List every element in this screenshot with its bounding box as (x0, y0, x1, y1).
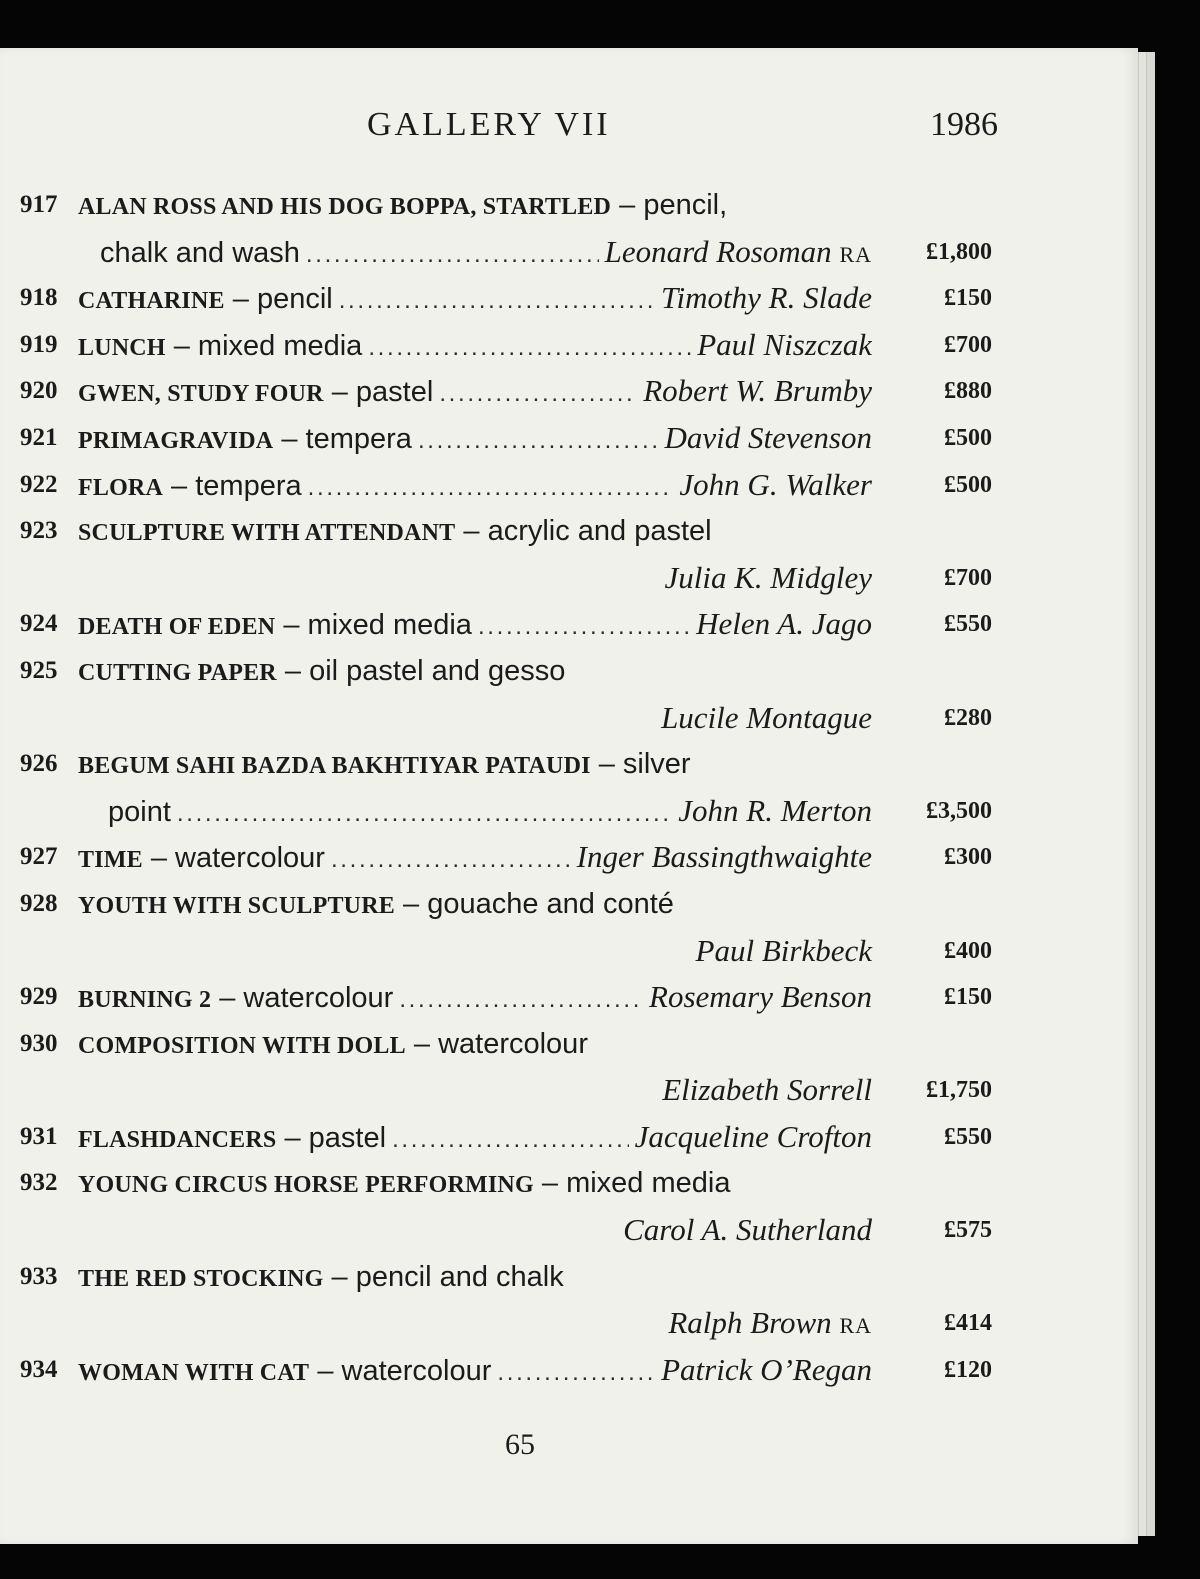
artist-name (635, 1114, 872, 1160)
catalogue-line (0, 974, 1000, 1021)
entry-number: 933 (20, 1262, 58, 1290)
artist-name-text: Carol A. Sutherland (623, 1212, 872, 1248)
catalogue-line (0, 1160, 1000, 1207)
artist-name-text: Patrick O’Regan (661, 1351, 872, 1387)
entry-number: 926 (20, 750, 58, 778)
catalogue-line (0, 881, 1000, 928)
ra-suffix: RA (839, 241, 872, 267)
entry-text (78, 1114, 872, 1163)
catalogue-line (0, 648, 1000, 695)
artist-name-text: Julia K. Midgley (664, 559, 872, 595)
dot-leader (177, 791, 672, 837)
artwork-medium: – watercolour (309, 1354, 492, 1387)
artwork-medium: chalk and wash (100, 236, 300, 269)
artist-name (679, 462, 872, 508)
artwork-title: LUNCH (78, 334, 166, 361)
artwork-title: ALAN ROSS AND HIS DOG BOPPA, STARTLED (78, 194, 612, 220)
artwork-title: YOUNG CIRCUS HORSE PERFORMING (78, 1172, 534, 1199)
artwork-title: SCULPTURE WITH ATTENDANT (78, 520, 456, 547)
page-edge (1146, 52, 1155, 1536)
entry-number: 927 (20, 843, 58, 871)
catalogue-line (0, 368, 1000, 415)
catalogue-line (0, 555, 1000, 602)
artist-name-text: Rosemary Benson (649, 979, 872, 1015)
artwork-medium: – mixed media (533, 1167, 731, 1200)
artist-name-text: Inger Bassingthwaighte (576, 839, 872, 875)
entry-number: 924 (20, 610, 58, 638)
artist-name (649, 974, 872, 1020)
catalogue-line (0, 601, 1000, 648)
artwork-title: BURNING 2 (78, 987, 212, 1014)
entry-text (78, 974, 872, 1023)
artwork-title: DEATH OF EDEN (78, 614, 276, 641)
catalogue-line (0, 834, 1000, 881)
artist-name (661, 275, 872, 321)
price: £550 (944, 611, 992, 638)
artwork-title: CATHARINE (78, 288, 225, 315)
catalogue-line (0, 1114, 1000, 1161)
price: £120 (944, 1356, 992, 1383)
artwork-title: THE RED STOCKING (78, 1265, 324, 1292)
artwork-medium: – mixed media (275, 609, 472, 642)
artist-name-text: Lucile Montague (661, 699, 872, 735)
price: £3,500 (926, 797, 992, 824)
price: £280 (944, 704, 992, 731)
price: £700 (944, 331, 992, 358)
catalogue-line (0, 788, 1000, 835)
artwork-medium: – gouache and conté (394, 887, 674, 920)
catalogue-line (0, 1067, 1000, 1114)
artwork-title: BEGUM SAHI BAZDA BAKHTIYAR PATAUDI (78, 753, 591, 780)
price: £300 (944, 844, 992, 871)
entry-number: 919 (20, 330, 58, 358)
artwork-title: FLORA (78, 474, 163, 501)
artist-name (661, 695, 872, 741)
entry-text (78, 1021, 872, 1069)
artist-name (662, 1067, 872, 1113)
artwork-title: PRIMAGRAVIDA (78, 427, 274, 454)
catalogue-line (0, 1254, 1000, 1301)
entry-text (78, 182, 872, 230)
catalogue-line (0, 322, 1000, 369)
ra-suffix: RA (839, 1313, 872, 1339)
artwork-title: GWEN, STUDY FOUR (78, 381, 324, 408)
dot-leader (306, 232, 599, 278)
artwork-title: TIME (78, 847, 143, 874)
entry-text (100, 229, 872, 278)
artist-name-text: Ralph Brown (668, 1305, 832, 1341)
catalogue-line (0, 275, 1000, 322)
entry-text (78, 741, 872, 789)
artist-name-text: John G. Walker (679, 466, 872, 502)
dot-leader (497, 1350, 655, 1396)
artist-name-text: Helen A. Jago (696, 606, 872, 642)
artist-name (696, 601, 872, 647)
entry-number: 931 (20, 1122, 58, 1150)
artwork-medium: – tempera (273, 422, 412, 455)
price: £500 (944, 424, 992, 451)
entry-number: 928 (20, 889, 58, 917)
dot-leader (478, 604, 690, 650)
artwork-medium: – watercolour (211, 982, 394, 1015)
catalogue-line (0, 1300, 1000, 1347)
price: £575 (944, 1217, 992, 1244)
entry-number: 917 (20, 191, 58, 218)
artwork-medium: – pencil, (611, 189, 728, 221)
catalogue-line (0, 741, 1000, 788)
price: £414 (944, 1310, 992, 1337)
artwork-title: WOMAN WITH CAT (78, 1359, 310, 1386)
entry-text (78, 462, 872, 511)
catalogue-line (0, 695, 1000, 742)
artwork-medium: – pencil (224, 283, 333, 316)
price: £150 (944, 285, 992, 312)
entry-text (78, 368, 872, 417)
entry-number: 921 (20, 423, 58, 451)
artwork-medium: – acrylic and pastel (455, 515, 712, 548)
artist-name (696, 928, 872, 974)
catalogue-line (0, 1021, 1000, 1068)
dot-leader (368, 325, 691, 371)
catalogue-line (0, 1347, 1000, 1394)
catalogue-entries (0, 182, 1000, 1393)
artist-name (661, 1347, 872, 1393)
artwork-medium: – mixed media (165, 329, 363, 362)
dot-leader (439, 371, 637, 417)
entry-number: 920 (20, 377, 58, 405)
entry-number: 930 (20, 1029, 58, 1057)
entry-number: 923 (20, 517, 58, 545)
entry-number: 925 (20, 656, 58, 684)
entry-text (78, 1160, 872, 1208)
artwork-medium: – oil pastel and gesso (276, 654, 566, 687)
entry-text (108, 788, 872, 837)
artwork-medium: – tempera (163, 469, 302, 502)
artist-name (623, 1207, 872, 1253)
dot-leader (339, 278, 655, 324)
entry-number: 918 (20, 284, 58, 312)
entry-number: 934 (20, 1355, 58, 1383)
entry-text (78, 322, 872, 371)
artist-name-text: Elizabeth Sorrell (662, 1072, 872, 1108)
artist-name-text: John R. Merton (678, 792, 872, 828)
gallery-title: GALLERY VII (367, 106, 611, 143)
entry-text (78, 834, 872, 883)
dot-leader (399, 977, 643, 1023)
artist-name (678, 788, 872, 834)
entry-text (78, 415, 872, 464)
price: £150 (944, 984, 992, 1011)
price: £550 (944, 1123, 992, 1150)
entry-text (78, 1254, 872, 1302)
entry-text (78, 601, 872, 650)
artwork-title: COMPOSITION WITH DOLL (78, 1032, 406, 1059)
entry-text (78, 1347, 872, 1396)
artwork-medium: – pastel (276, 1121, 387, 1154)
price: £1,750 (926, 1077, 992, 1104)
price: £880 (944, 378, 992, 405)
dot-leader (308, 465, 674, 511)
artist-name-text: Paul Niszczak (697, 326, 872, 362)
artwork-medium: – watercolour (142, 842, 325, 875)
entry-number: 922 (20, 470, 58, 498)
artist-name (605, 229, 872, 278)
catalogue-line (0, 508, 1000, 555)
artist-name (577, 834, 872, 880)
artwork-title: YOUTH WITH SCULPTURE (78, 892, 395, 919)
page-header (0, 106, 1000, 156)
catalogue-line (0, 462, 1000, 509)
price: £1,800 (926, 238, 992, 265)
artist-name-text: David Stevenson (664, 419, 872, 455)
artwork-medium: point (108, 795, 171, 828)
entry-text (78, 881, 872, 929)
page-number: 65 (505, 1428, 535, 1461)
artwork-medium: – silver (590, 748, 691, 781)
catalogue-line (0, 229, 1000, 276)
artist-name-text: Leonard Rosoman (604, 233, 832, 269)
artwork-title: FLASHDANCERS (78, 1126, 277, 1153)
catalogue-line (0, 415, 1000, 462)
catalogue-line (0, 1207, 1000, 1254)
entry-text (78, 275, 872, 324)
price: £400 (944, 937, 992, 964)
artist-name (697, 322, 872, 368)
entry-number: 929 (20, 983, 58, 1011)
artwork-medium: – pastel (323, 376, 434, 409)
artist-name-text: Timothy R. Slade (661, 280, 872, 316)
entry-text (78, 508, 872, 556)
price: £700 (944, 564, 992, 591)
artwork-title: CUTTING PAPER (78, 659, 277, 686)
catalogue-line (0, 928, 1000, 975)
artist-name-text: Jacqueline Crofton (634, 1118, 872, 1154)
entry-number: 932 (20, 1169, 58, 1197)
artist-name (665, 555, 872, 601)
artist-name (665, 415, 872, 461)
artist-name (643, 368, 872, 414)
price: £500 (944, 471, 992, 498)
dot-leader (418, 418, 659, 464)
artwork-medium: – watercolour (405, 1027, 588, 1060)
artist-name (668, 1300, 872, 1349)
dot-leader (392, 1117, 629, 1163)
entry-text (78, 648, 872, 696)
artist-name-text: Robert W. Brumby (643, 373, 872, 409)
artist-name-text: Paul Birkbeck (695, 932, 872, 968)
catalogue-year: 1986 (930, 106, 998, 143)
dot-leader (331, 837, 571, 883)
artwork-medium: – pencil and chalk (323, 1260, 564, 1293)
catalogue-line (0, 182, 1000, 229)
